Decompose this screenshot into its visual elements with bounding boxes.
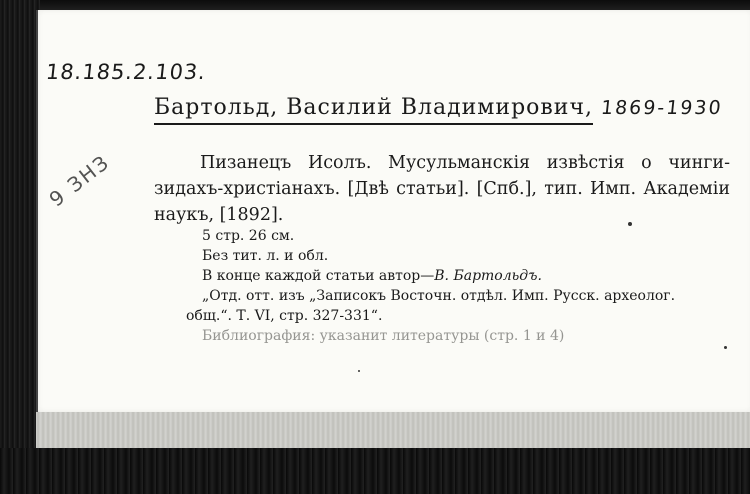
details-block xyxy=(186,226,732,346)
title-line: зидахъ-христіанахъ. [Двѣ статьи]. [Спб.], тип. Имп. xyxy=(154,179,637,199)
extent-note: 5 стр. 26 см. xyxy=(202,228,295,244)
ink-speck xyxy=(724,346,727,349)
scan-left-edge xyxy=(0,0,40,494)
card-lower-strip xyxy=(36,412,750,448)
ink-speck xyxy=(628,222,632,226)
handwritten-stamp: 9 ЗНЗ xyxy=(44,149,115,212)
author-note-name: В. Бартольдъ. xyxy=(434,268,542,284)
offprint-note-line: „Отд. отт. изъ „Записокъ Восточн. отдѣл. Имп. Русск. археолог. xyxy=(202,288,676,304)
offprint-note-line: общ.“. Т. VI, стр. 327-331“. xyxy=(186,308,383,324)
bibliography-note: Библиография: указанит литературы (стр. 1 и 4) xyxy=(202,328,565,344)
catalog-card xyxy=(36,10,750,412)
title-block xyxy=(154,150,730,228)
author-note-prefix: В конце каждой статьи автор— xyxy=(202,268,435,284)
title-line: Академіи наукъ, [1892]. xyxy=(154,179,730,225)
author-dates: 1869-1930 xyxy=(599,97,724,119)
scan-bottom-edge xyxy=(0,448,750,494)
author-note xyxy=(202,266,732,286)
call-number: 18.185.2.103. xyxy=(44,60,208,84)
author-heading xyxy=(154,95,723,125)
title-line: Пизанецъ Исолъ. Мусульманскія извѣстія о чинги- xyxy=(200,153,730,173)
author-name: Бартольд, Василий Владимирович, xyxy=(154,95,593,125)
cover-note: Без тит. л. и обл. xyxy=(202,248,329,264)
ink-speck xyxy=(358,370,360,372)
